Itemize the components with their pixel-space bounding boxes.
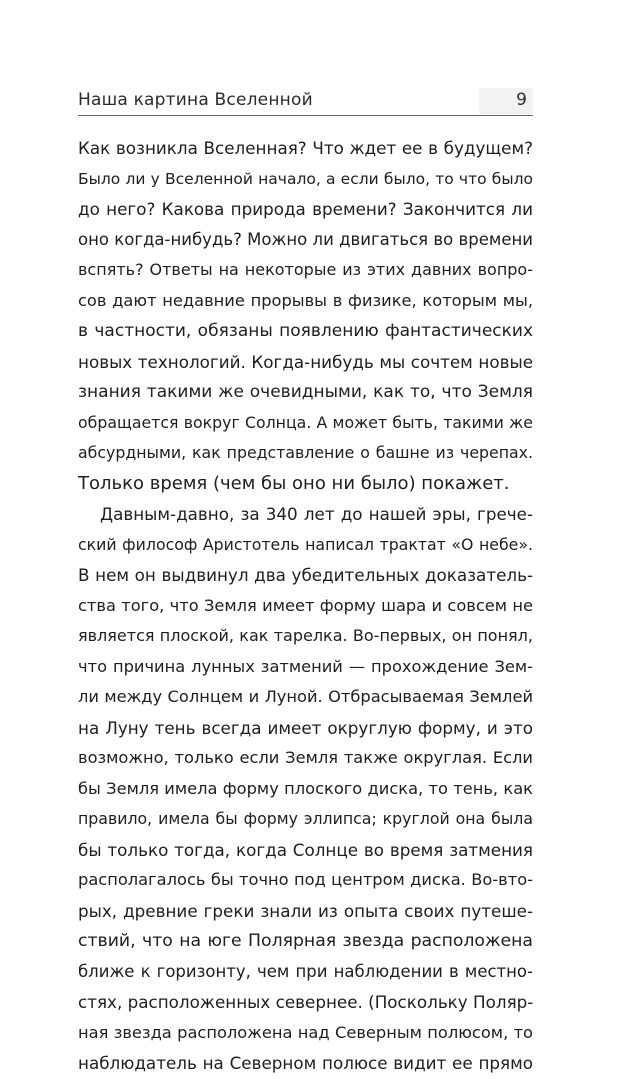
text-line: вспять? Ответы на некоторые из этих давних вопро-	[78, 260, 533, 279]
page-number-box	[479, 88, 533, 114]
text-line: Как возникла Вселенная? Что ждет ее в будущем?	[78, 138, 533, 158]
text-line: располагалось бы точно под центром диска. Во-вто-	[78, 870, 533, 889]
text-line: Только время (чем бы оно ни было) покажет.	[78, 472, 510, 494]
text-line: ский философ Аристотель написал трактат «О небе».	[78, 534, 533, 554]
text-line: обращается вокруг Солнца. А может быть, такими же	[78, 412, 533, 432]
text-line: абсурдными, как представление о башне из черепах.	[78, 443, 533, 462]
body-text	[78, 133, 533, 1079]
text-line: в частности, обязаны появлению фантастических	[78, 321, 533, 341]
text-line: бы Земля имела форму плоского диска, то тень, как	[78, 778, 533, 798]
text-line: правило, имела бы форму эллипса; круглой она была	[78, 809, 533, 828]
text-line: бы только тогда, когда Солнце во время затмения	[78, 839, 533, 860]
text-line: ли между Солнцем и Луной. Отбрасываемая Землей	[78, 687, 533, 706]
text-line: оно когда-нибудь? Можно ли двигаться во времени	[78, 229, 533, 249]
text-line: сов дают недавние прорывы в физике, которым мы,	[78, 290, 533, 310]
text-line: ная звезда расположена над Северным полюсом, то	[78, 1022, 533, 1042]
text-line: новых технологий. Когда-нибудь мы сочтем новые	[78, 351, 533, 372]
text-line: на Луну тень всегда имеет округлую форму, и это	[78, 717, 533, 738]
chapter-title: Наша картина Вселенной	[78, 90, 313, 110]
header-rule	[78, 115, 533, 116]
running-header	[78, 88, 533, 118]
text-line: ства того, что Земля имеет форму шара и совсем не	[78, 595, 533, 615]
text-line: наблюдатель на Северном полюсе видит ее прямо	[78, 1053, 533, 1073]
text-line: стях, расположенных севернее. (Поскольку Поляр-	[78, 992, 533, 1012]
text-line: ближе к горизонту, чем при наблюдении в местно-	[78, 961, 533, 981]
text-line: до него? Какова природа времени? Закончится ли	[78, 199, 533, 219]
text-line: возможно, только если Земля также округлая. Если	[78, 748, 533, 767]
text-line: Давным-давно, за 340 лет до нашей эры, грече-	[100, 504, 533, 524]
text-line: рых, древние греки знали из опыта своих путеше-	[78, 900, 533, 921]
text-line: что причина лунных затмений — прохождение Зем-	[78, 656, 533, 676]
text-line: является плоской, как тарелка. Во-первых, он понял,	[78, 626, 533, 645]
text-line: ствий, что на юге Полярная звезда расположена	[78, 931, 533, 951]
text-line: В нем он выдвинул два убедительных доказатель-	[78, 565, 533, 585]
text-line: знания такими же очевидными, как то, что Земля	[78, 382, 533, 402]
page-number: 9	[516, 90, 527, 110]
text-line: Было ли у Вселенной начало, а если было, то что было	[78, 169, 533, 188]
